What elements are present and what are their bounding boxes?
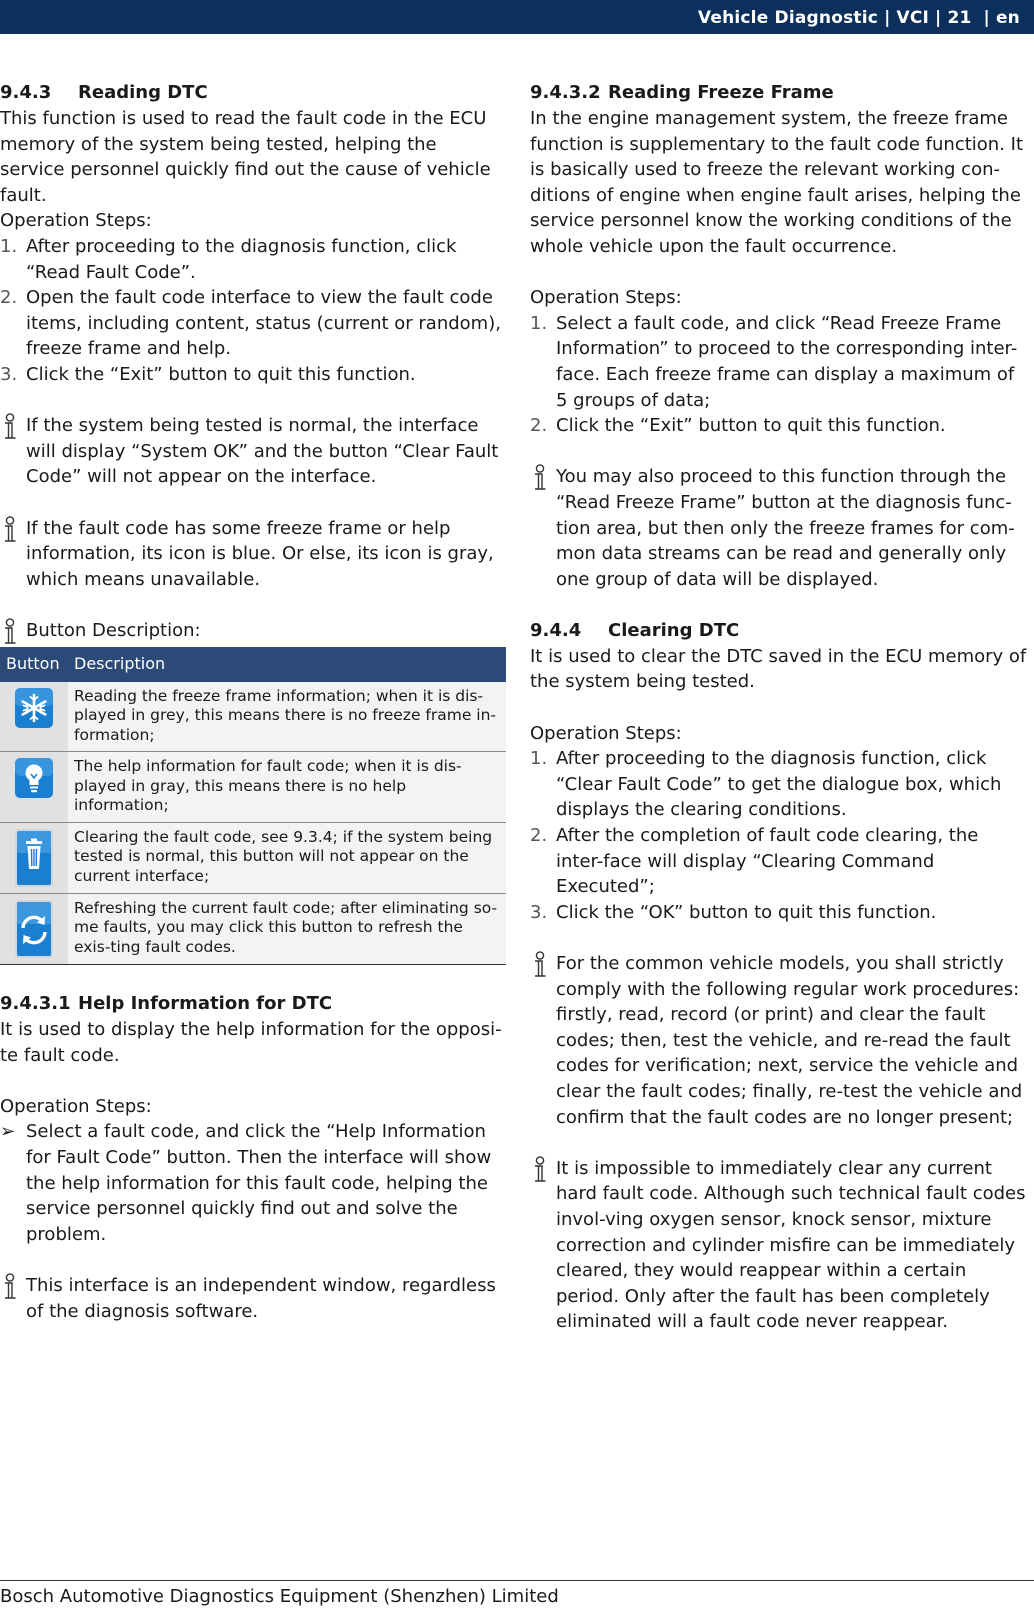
steps-label: Operation Steps:: [530, 721, 1030, 747]
section-intro: It is used to clear the DTC saved in the ECU memory of the system being tested.: [530, 644, 1030, 695]
info-icon: [0, 1273, 20, 1301]
note-text: For the common vehicle models, you shall strictly comply with the following regular work procedures: firstly, read, record (or print) and clear the fault codes; then, test the vehicle, and re-read the fault codes for verification; next, service the vehicle and clear the fault codes; finally, re-test the vehicle and confirm that the fault codes are no longer present;: [556, 953, 1022, 1128]
info-note: [530, 464, 1030, 592]
table-cell-description: Reading the freeze frame information; when it is dis-played in grey, this means there is no freeze frame in-formation;: [68, 682, 506, 752]
info-icon: [0, 618, 20, 646]
section-intro: This function is used to read the fault code in the ECU memory of the system being tested, helping the service personnel quickly find out the cause of vehicle fault.: [0, 106, 506, 208]
step-text: After proceeding to the diagnosis function, click “Clear Fault Code” to get the dialogue box, which displays the clearing conditions.: [556, 748, 1001, 820]
list-item: [0, 362, 506, 388]
info-icon: [0, 516, 20, 544]
steps-label: Operation Steps:: [530, 285, 1030, 311]
button-description-table: [0, 647, 506, 965]
step-number: 3.: [530, 900, 547, 926]
note-text: If the system being tested is normal, the interface will display “System OK” and the button “Clear Fault Code” will not appear on the interface.: [26, 415, 498, 487]
list-item: [530, 900, 1030, 926]
info-note: [0, 516, 506, 593]
list-item: [530, 311, 1030, 413]
section-number: 9.4.3.2: [530, 80, 608, 106]
step-number: 1.: [530, 311, 547, 337]
note-text: If the fault code has some freeze frame or help information, its icon is blue. Or else, its icon is gray, which means unavailable.: [26, 518, 494, 590]
table-row: [0, 822, 506, 893]
column-header-description: Description: [68, 647, 506, 682]
section-intro: It is used to display the help information for the opposi-te fault code.: [0, 1017, 506, 1068]
info-note: [0, 413, 506, 490]
table-header-row: [0, 647, 506, 682]
list-item: [0, 285, 506, 362]
header-brand: VCI: [896, 8, 929, 28]
note-text: Button Description:: [26, 620, 201, 641]
list-item: [530, 823, 1030, 900]
step-text: Click the “Exit” button to quit this function.: [26, 364, 416, 385]
section-title: Reading DTC: [78, 82, 208, 103]
header-language: en: [996, 8, 1020, 28]
step-text: After proceeding to the diagnosis function, click “Read Fault Code”.: [26, 236, 456, 283]
note-text: This interface is an independent window, regardless of the diagnosis software.: [26, 1275, 496, 1322]
section-intro: In the engine management system, the freeze frame function is supplementary to the fault code function. It is basically used to freeze the relevant working con-ditions of engine when engine fault arises, helping the service personnel know the working conditions of the whole vehicle upon the fault occurrence.: [530, 106, 1030, 260]
header-text: Vehicle Diagnostic | VCI | 21 | en: [698, 6, 1020, 32]
section-title: Reading Freeze Frame: [608, 82, 834, 103]
step-number: 3.: [0, 362, 17, 388]
section-heading: [0, 991, 506, 1017]
section-number: 9.4.4: [530, 618, 608, 644]
info-note: [0, 618, 506, 644]
table-row: [0, 752, 506, 823]
info-icon: [0, 413, 20, 441]
step-number: 1.: [530, 746, 547, 772]
refresh-icon: [14, 898, 54, 960]
info-note: [0, 1273, 506, 1324]
step-number: 1.: [0, 234, 17, 260]
clear-trash-icon: [14, 827, 54, 889]
step-text: Select a fault code, and click “Read Freeze Frame Information” to proceed to the corresponding inter-face. Each freeze frame can display a maximum of 5 groups of data;: [556, 313, 1017, 411]
section-heading: [530, 618, 1030, 644]
header-bar: [0, 0, 1034, 34]
info-note: [530, 951, 1030, 1130]
step-text: After the completion of fault code clearing, the inter-face will display “Clearing Command Executed”;: [556, 825, 978, 897]
step-text: Click the “Exit” button to quit this function.: [556, 415, 946, 436]
footer-divider: [0, 1580, 1034, 1581]
column-header-button: Button: [0, 647, 68, 682]
info-icon: [530, 1156, 550, 1184]
header-page-number: 21: [947, 8, 971, 28]
steps-label: Operation Steps:: [0, 208, 506, 234]
table-cell-description: Refreshing the current fault code; after eliminating so-me faults, you may click this button to refresh the exis-ting fault codes.: [68, 893, 506, 964]
footer-company: Bosch Automotive Diagnostics Equipment (Shenzhen) Limited: [0, 1586, 559, 1608]
table-cell-description: The help information for fault code; when it is dis-played in gray, this means there is no help information;: [68, 752, 506, 823]
steps-label: Operation Steps:: [0, 1094, 506, 1120]
info-icon: [530, 951, 550, 979]
step-number: 2.: [530, 413, 547, 439]
note-text: You may also proceed to this function through the “Read Freeze Frame” button at the diagnosis func-tion area, but then only the freeze frames for com-mon data streams can be read and generally only one group of data will be displayed.: [556, 466, 1015, 589]
help-bulb-icon: [14, 756, 54, 800]
step-number: 2.: [530, 823, 547, 849]
step-text: Click the “OK” button to quit this function.: [556, 902, 936, 923]
section-title: Clearing DTC: [608, 620, 739, 641]
list-item: [530, 746, 1030, 823]
section-heading: [530, 80, 1030, 106]
freeze-frame-icon: [14, 686, 54, 730]
step-text: Select a fault code, and click the “Help Information for Fault Code” button. Then the interface will show the help information for this fault code, helping the service personnel quickly find out and solve the problem.: [26, 1121, 491, 1244]
step-number: 2.: [0, 285, 17, 311]
section-number: 9.4.3: [0, 80, 78, 106]
list-item: [530, 413, 1030, 439]
table-cell-description: Clearing the fault code, see 9.3.4; if the system being tested is normal, this button will not appear on the current interface;: [68, 822, 506, 893]
table-row: [0, 682, 506, 752]
step-text: Open the fault code interface to view the fault code items, including content, status (current or random), freeze frame and help.: [26, 287, 501, 359]
list-item: [0, 234, 506, 285]
list-item: [0, 1119, 506, 1247]
note-text: It is impossible to immediately clear any current hard fault code. Although such technical fault codes invol-ving oxygen sensor, knock sensor, mixture correction and cylinder misfire can be immediately cleared, they would reappear within a certain period. Only after the fault has been completely eliminated will a fault code never reappear.: [556, 1158, 1026, 1333]
header-product: Vehicle Diagnostic: [698, 8, 878, 28]
right-column: [530, 80, 1030, 1335]
info-note: [530, 1156, 1030, 1335]
left-column: [0, 80, 506, 1324]
info-icon: [530, 464, 550, 492]
section-heading: [0, 80, 506, 106]
section-title: Help Information for DTC: [78, 993, 332, 1014]
section-number: 9.4.3.1: [0, 991, 78, 1017]
bullet-arrow: ➢: [0, 1119, 15, 1145]
table-row: [0, 893, 506, 964]
